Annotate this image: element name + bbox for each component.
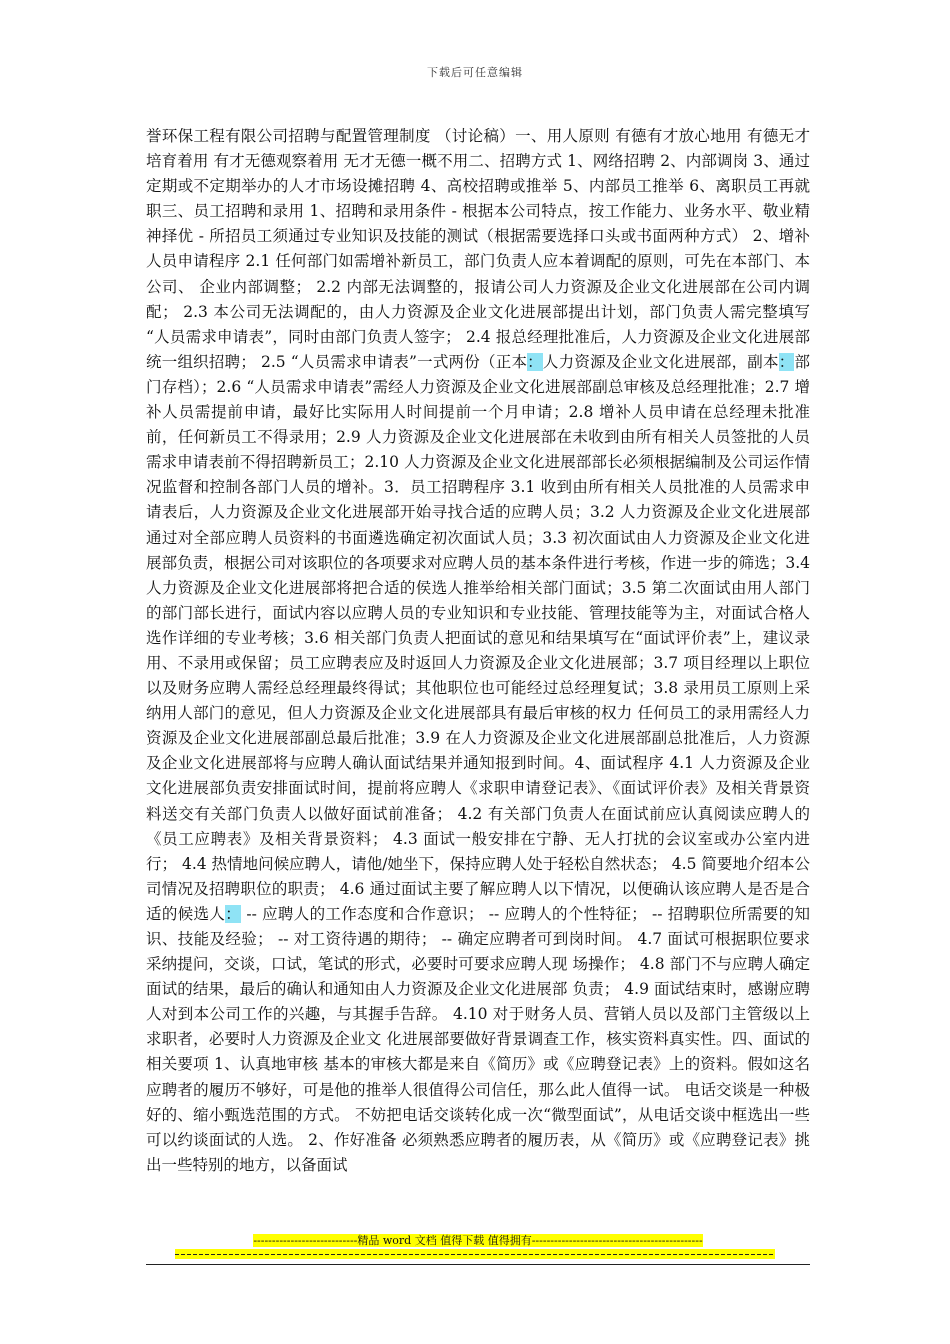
header-note: 下载后可任意编辑 [427, 66, 523, 79]
footer-banner-text: ----------------------------精品 word 文档 值得下载 值得拥有---------------------------------------------- [253, 1234, 703, 1247]
body-segment-4: -- 应聘人的工作态度和合作意识； -- 应聘人的个性特征； -- 招聘职位所需要的知识、技能及经验； -- 对工资待遇的期待； -- 确定应聘者可到岗时间。 4.7 面试可根据职位要求采纳提问，交谈，口试，笔试的形式，必要时可要求应聘人现 场操作； 4.8 部门不与应聘人确定面试的结果，最后的确认和通知由人力资源及企业文化进展部 负责； 4.9 面试结束时，感谢应聘人对到本公司工作的兴趣，与其握手告辞。 4.10 对于财务人员、营销人员以及部门主管级以上求职者，必要时人力资源及企业文 化进展部要做好背景调查工作，核实资料真实性。四、面试的相关要项 1、认真地审核 基本的审核大都是来自《简历》或《应聘登记表》上的资料。假如这名应聘者的履历不够好，可是他的推举人很值得公司信任，那么此人值得一试。 电话交谈是一种极好的、缩小甄选范围的方式。 不妨把电话交谈转化成一次“微型面试”，从电话交谈中框选出一些可以约谈面试的人选。 2、作好准备 必须熟悉应聘者的履历表，从《简历》或《应聘登记表》挑出一些特别的地方，以备面试 [146, 904, 810, 1174]
highlight-colon-3: ： [225, 904, 242, 923]
body-segment-3: 部门存档）；2.6 “人员需求申请表”需经人力资源及企业文化进展部副总审核及总经理批准；2.7 增补人员需提前申请，最好比实际用人时间提前一个月申请；2.8 增补人员申请在总经理未批准前，任何新员工不得录用；2.9 人力资源及企业文化进展部在未收到由所有相关人员签批的人员需求申请表前不得招聘新员工；2.10 人力资源及企业文化进展部部长必须根据编制及公司运作情况监督和控制各部门人员的增补。3．员工招聘程序 3.1 收到由所有相关人员批准的人员需求申请表后，人力资源及企业文化进展部开始寻找合适的应聘人员；3.2 人力资源及企业文化进展部通过对全部应聘人员资料的书面遴选确定初次面试人员；3.3 初次面试由人力资源及企业文化进展部负责，根据公司对该职位的各项要求对应聘人员的基本条件进行考核，作进一步的筛选；3.4 人力资源及企业文化进展部将把合适的侯选人推举给相关部门面试；3.5 第二次面试由用人部门的部门部长进行，面试内容以应聘人员的专业知识和专业技能、管理技能等为主，对面试合格人选作详细的专业考核；3.6 相关部门负责人把面试的意见和结果填写在“面试评价表”上，建议录用、不录用或保留；员工应聘表应及时返回人力资源及企业文化进展部；3.7 项目经理以上职位以及财务应聘人需经总经理最终得试；其他职位也可能经过总经理复试；3.8 录用员工原则上采纳用人部门的意见，但人力资源及企业文化进展部具有最后审核的权力 任何员工的录用需经人力资源及企业文化进展部副总最后批准；3.9 在人力资源及企业文化进展部副总批准后，人力资源及企业文化进展部将与应聘人确认面试结果并通知报到时间。4、面试程序 4.1 人力资源及企业文化进展部负责安排面试时间，提前将应聘人《求职申请登记表》、《面试评价表》及相关背景资料送交有关部门负责人以做好面试前准备； 4.2 有关部门负责人在面试前应认真阅读应聘人的《员工应聘表》及相关背景资料； 4.3 面试一般安排在宁静、无人打扰的会议室或办公室内进行； 4.4 热情地问候应聘人，请他/她坐下，保持应聘人处于轻松自然状态； 4.5 简要地介绍本公司情况及招聘职位的职责； 4.6 通过面试主要了解应聘人以下情况，以便确认该应聘人是否是合适的候选人 [146, 352, 810, 923]
highlight-colon-2: ： [778, 352, 795, 371]
footer-rule [146, 1264, 810, 1265]
body-segment-2: 人力资源及企业文化进展部，副本 [542, 352, 779, 371]
document-body [146, 124, 810, 1178]
highlight-colon-1: ： [527, 352, 543, 371]
footer-dashed-line [175, 1249, 775, 1259]
footer-banner [146, 1233, 810, 1248]
body-segment-1: 誉环保工程有限公司招聘与配置管理制度 （讨论稿）一、用人原则 有德有才放心地用 有德无才培育着用 有才无德观察着用 无才无德一概不用二、招聘方式 1、网络招聘 2、内部调岗 3、通过定期或不定期举办的人才市场设摊招聘 4、高校招聘或推举 5、内部员工推举 6、离职员工再就职三、员工招聘和录用 1、招聘和录用条件 - 根据本公司特点，按工作能力、业务水平、敬业精神择优 - 所招员工须通过专业知识及技能的测试（根据需要选择口头或书面两种方式） 2、增补人员申请程序 2.1 任何部门如需增补新员工，部门负责人应本着调配的原则，可先在本部门、本公司、 企业内部调整； 2.2 内部无法调整的，报请公司人力资源及企业文化进展部在公司内调配； 2.3 本公司无法调配的，由人力资源及企业文化进展部提出计划，部门负责人需完整填写 “人员需求申请表”，同时由部门负责人签字； 2.4 报总经理批准后，人力资源及企业文化进展部统一组织招聘； 2.5 “人员需求申请表”一式两份（正本 [146, 127, 810, 371]
